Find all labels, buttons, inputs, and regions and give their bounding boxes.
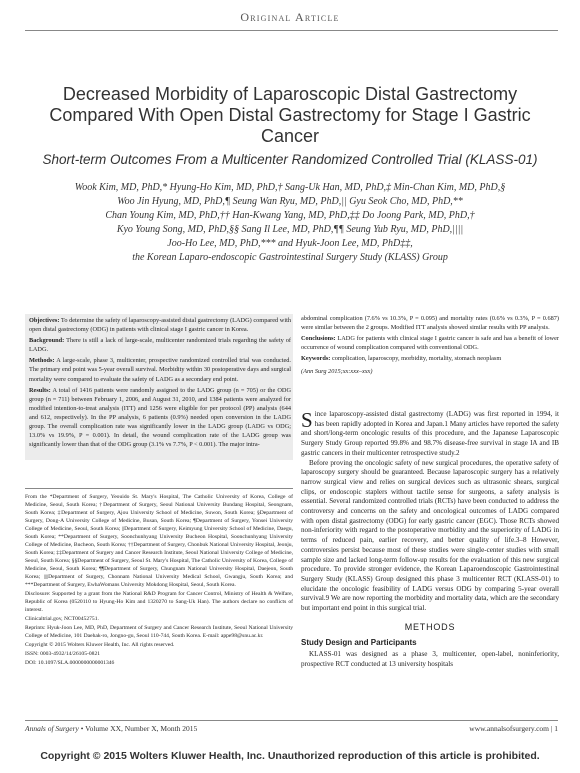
author-list — [30, 181, 550, 265]
intro-paragraph — [301, 410, 559, 459]
section-heading: METHODS — [404, 621, 456, 632]
abstract-heading: Conclusions: — [301, 335, 336, 343]
abstract-text: A large-scale, phase 3, multicenter, prospective randomized controlled trial was conducted. The primary end point was 5-year overall survival. Morbidity within 30 postoperative days and surgical mortality were compared to evaluate the safety of LADG as a secondary end point. — [29, 357, 291, 383]
issn-line: ISSN: 0003-4932/14/26105-0821 — [25, 651, 101, 657]
abstract-heading: Keywords: — [301, 355, 331, 363]
journal-name: Annals of Surgery — [25, 724, 79, 733]
page-footer-right: www.annalsofsurgery.com | 1 — [469, 724, 558, 733]
drop-cap: S — [301, 408, 313, 432]
abstract-text: abdominal complication (7.6% vs 10.3%, P = 0.095) and mortality rates (0.6% vs 0.3%, P = 0.687) were similar between the 2 groups. Modified ITT analysis showed similar results with PP analysis. — [301, 315, 559, 332]
abstract-text: LADG for patients with clinical stage I gastric cancer is safe and has a benefit of lower occurrence of wound complication compared with conventional ODG. — [301, 335, 559, 352]
abstract-left-column — [29, 316, 291, 451]
author-line: Wook Kim, MD, PhD,* Hyung-Ho Kim, MD, PhD,† Sang-Uk Han, MD, PhD,‡ Min-Chan Kim, MD, PhD,§ — [74, 182, 506, 193]
trial-registration: Clinicaltrial.gov, NCT00452751. — [25, 616, 99, 622]
footer-rule — [25, 720, 558, 721]
article-subtitle: Short-term Outcomes From a Multicenter Randomized Controlled Trial (KLASS-01) — [42, 152, 538, 167]
affiliation-rule — [25, 488, 293, 489]
affiliations-block — [25, 493, 293, 668]
copyright-notice: Copyright © 2015 Wolters Kluwer Health, Inc. Unauthorized reproduction of this article is prohibited. — [40, 750, 540, 762]
issue-info: • Volume XX, Number X, Month 2015 — [78, 724, 198, 733]
author-group: the Korean Laparo-endoscopic Gastrointestinal Surgery Study (KLASS) Group — [132, 252, 448, 263]
citation: (Ann Surg 2015;xx:xxx–xxx) — [301, 368, 373, 376]
abstract-results — [29, 386, 291, 450]
article-type-label: Original Article — [240, 10, 340, 24]
abstract-heading: Background: — [29, 337, 65, 345]
article-title: Decreased Morbidity of Laparoscopic Distal Gastrectomy Compared With Open Distal Gastrectomy for Stage I Gastric Cancer — [49, 84, 531, 146]
disclosure-text: Disclosure: Supported by a grant from the National R&D Program for Cancer Control, Ministry of Health & Welfare, Republic of Korea (0520110 to Hyung-Ho Kim and 1320270 to Sang-Uk Han). The authors declare no conflicts of interest. — [25, 591, 293, 613]
abstract-right-column — [301, 314, 559, 379]
abstract-methods — [29, 356, 291, 383]
reprints-text: Reprints: Hyuk-Joon Lee, MD, PhD, Department of Surgery and Cancer Research Institute, Seoul National University College of Medicine, 101 Daehak-ro, Jongno-gu, Seoul 110-744, South Korea. E-mail: appe98@snu.ac.kr. — [25, 625, 293, 639]
abstract-text: There is still a lack of large-scale, multicenter randomized trials regarding the safety of LADG. — [29, 337, 291, 354]
author-line: Kyo Young Song, MD, PhD,§§ Sang Il Lee, MD, PhD,¶¶ Seung Yub Ryu, MD, PhD,|||| — [116, 224, 464, 235]
abstract-keywords — [301, 354, 559, 363]
affiliation-text: From the *Department of Surgery, Yeouido St. Mary's Hospital, The Catholic University of Korea, College of Medicine, Seoul, South Korea; †Department of Surgery, Seoul National University Bundang Hospital, Seongnam, South Korea; ‡Department of Surgery, Ajou University School of Medicine, Suwon, South Korea; §Department of Surgery, Dong-A University College of Medicine, Busan, South Korea; ¶Department of Surgery, Yonsei University College of Medicine, Seoul, South Korea; ||Department of Surgery, Keimyung University School of Medicine, Daegu, South Korea; **Department of Surgery, Soonchunhyang University Bucheon Hospital, Soonchunhyang University College of Medicine, Bucheon, South Korea; ††Department of Surgery, Chonbuk National University Hospital, Jeonju, South Korea; ‡‡Department of Surgery and Cancer Research Institute, Seoul National University College of Medicine, Seoul, South Korea; §§Department of Surgery, Seoul St. Mary's Hospital, The Catholic University of Korea, College of Medicine, Seoul, South Korea; ¶¶Department of Surgery, Chungnam National University Hospital, Daejeon, South Korea; ||||Department of Surgery, Chonnam National University Medical School, Gwangju, South Korea; and ***Department of Surgery, EwhaWomans University Mokdong Hospital, Seoul, South Korea. — [25, 494, 293, 588]
abstract-objectives — [29, 316, 291, 334]
author-line: Joo-Ho Lee, MD, PhD,*** and Hyuk-Joon Lee, MD, PhD‡‡, — [167, 238, 413, 249]
abstract-conclusions — [301, 334, 559, 352]
paragraph-text: ince laparoscopy-assisted distal gastrectomy (LADG) was first reported in 1994, it has been rapidly adopted in Korea and Japan.1 Many articles have reported the safety and short/long-term oncologic results of this procedure, and the Japanese Laparoscopic Surgery Study Group reported 99.8% and 98.7% disease-free survival in stage IA and IB gastric cancers in their multicenter retrospective study.2 — [301, 410, 559, 457]
subsection-heading: Study Design and Participants — [301, 638, 417, 648]
abstract-text: complication, laparoscopy, morbidity, mortality, stomach neoplasm — [330, 355, 502, 363]
doi-line: DOI: 10.1097/SLA.0000000000001346 — [25, 660, 115, 666]
abstract-background-para — [29, 336, 291, 354]
abstract-results-cont — [301, 314, 559, 332]
abstract-heading: Methods: — [29, 357, 55, 365]
copyright-line: Copyright © 2015 Wolters Kluwer Health, Inc. All rights reserved. — [25, 642, 175, 648]
body-text — [301, 410, 559, 670]
abstract-text: To determine the safety of laparoscopy-assisted distal gastrectomy (LADG) compared with open distal gastrectomy (ODG) in patients with clinical stage I gastric cancer in Korea. — [29, 317, 291, 334]
header-rule — [25, 30, 558, 31]
abstract-heading: Objectives: — [29, 317, 60, 324]
body-paragraph: Before proving the oncologic safety of new surgical procedures, the operative safety of laparoscopy surgery should be guaranteed. Because laparoscopic surgery has a relatively narrow surgical view and relies on surgical devices such as ultrasonic shears, surgical clips, or endoscopic staplers without tactile sense for surgeons, a safety analysis is essential. Several randomized controlled trials (RCTs) have been conducted to address the controversy and concerns on the safety and oncological outcomes of LADG compared with open distal gastrectomy (ODG) for early gastric cancer (EGC). Those RCTs showed non-inferiority with regard to the postoperative morbidity and the superiority of LADG in terms of reduced pain, earlier recovery, and better quality of life.3–8 However, controversies persist because most of these studies were single-center studies with small sample size and lacked long-term follow-up results for the evaluation of this new surgical procedure. To provide stronger evidence, the Korean Laparoendoscopic Gastrointestinal Surgery Study (KLASS) Group designed this phase 3 multicenter RCT (KLASS-01) to elucidate the oncologic feasibility of LADG versus ODG by comparing 5-year overall survival.9 We are now reporting the morbidity and mortality data, which are the secondary but important end point in this surgical trial. — [301, 458, 559, 613]
journal-footer — [25, 724, 197, 733]
abstract-heading: Results: — [29, 386, 51, 394]
body-paragraph: KLASS-01 was designed as a phase 3, multicenter, open-label, noninferiority, prospective RCT conducted at 13 university hospitals — [301, 650, 559, 668]
author-line: Chan Young Kim, MD, PhD,†† Han-Kwang Yang, MD, PhD,‡‡ Do Joong Park, MD, PhD,† — [105, 210, 475, 221]
abstract-text: A total of 1416 patients were randomly assigned to the LADG group (n = 705) or the ODG group (n = 711) between February 1, 2006, and August 31, 2010, and 1384 patients were analyzed for modified intention-to-treat analysis (ITT) and 1256 were eligible for per protocol (PP) analysis (644 and 612, respectively). In the PP analysis, 6 patients (0.9%) needed open conversion in the LADG group. The overall complication rate was significantly lower in the LADG group (LADG vs ODG; 13.0% vs 19.9%, P = 0.001). In detail, the wound complication rate of the LADG group was significantly lower than that of the ODG group (3.1% vs 7.7%, P < 0.001). The major intra- — [29, 386, 291, 449]
author-line: Woo Jin Hyung, MD, PhD,¶ Seung Wan Ryu, MD, PhD,|| Gyu Seok Cho, MD, PhD,** — [117, 196, 463, 207]
